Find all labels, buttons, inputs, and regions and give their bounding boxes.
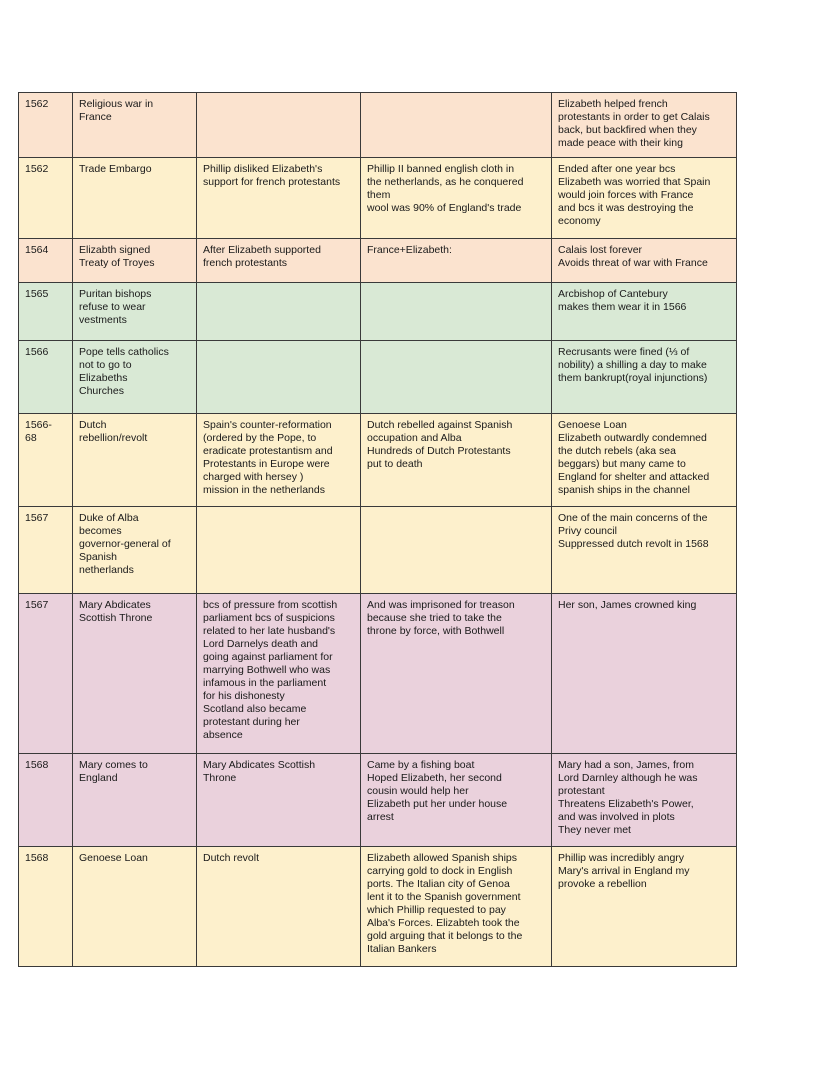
table-row [19,847,737,967]
cause-cell [197,93,361,158]
detail-cell [361,283,552,341]
event-cell: Puritan bishops refuse to wear vestments [73,283,197,341]
consequence-cell: Elizabeth helped french protestants in order to get Calais back, but backfired when they made peace with their king [552,93,737,158]
detail-cell [361,341,552,414]
cause-cell [197,507,361,594]
event-cell: Trade Embargo [73,158,197,239]
consequence-cell: Genoese Loan Elizabeth outwardly condemned the dutch rebels (aka sea beggars) but many came to England for shelter and attacked spanish ships in the channel [552,414,737,507]
year-cell: 1567 [19,594,73,754]
table-row [19,283,737,341]
cause-cell: After Elizabeth supported french protestants [197,239,361,283]
cause-cell [197,341,361,414]
event-cell: Dutch rebellion/revolt [73,414,197,507]
cause-cell: Spain's counter-reformation (ordered by the Pope, to eradicate protestantism and Protestants in Europe were charged with hersey ) mission in the netherlands [197,414,361,507]
event-cell: Religious war in France [73,93,197,158]
consequence-cell: Ended after one year bcs Elizabeth was worried that Spain would join forces with France and bcs it was destroying the economy [552,158,737,239]
table-row [19,414,737,507]
detail-cell: France+Elizabeth: [361,239,552,283]
table-row [19,507,737,594]
table-row [19,158,737,239]
consequence-cell: One of the main concerns of the Privy council Suppressed dutch revolt in 1568 [552,507,737,594]
cause-cell: Phillip disliked Elizabeth's support for french protestants [197,158,361,239]
detail-cell: Dutch rebelled against Spanish occupation and Alba Hundreds of Dutch Protestants put to death [361,414,552,507]
cause-cell: bcs of pressure from scottish parliament bcs of suspicions related to her late husband's Lord Darnelys death and going against parliament for marrying Bothwell who was infamous in the parliament for his dishonesty Scotland also became protestant during her absence [197,594,361,754]
detail-cell: Came by a fishing boat Hoped Elizabeth, her second cousin would help her Elizabeth put her under house arrest [361,754,552,847]
year-cell: 1562 [19,158,73,239]
timeline-table [18,92,737,967]
detail-cell: And was imprisoned for treason because she tried to take the throne by force, with Bothwell [361,594,552,754]
event-cell: Mary comes to England [73,754,197,847]
event-cell: Pope tells catholics not to go to Elizabeths Churches [73,341,197,414]
consequence-cell: Phillip was incredibly angry Mary's arrival in England my provoke a rebellion [552,847,737,967]
cause-cell: Mary Abdicates Scottish Throne [197,754,361,847]
consequence-cell: Arcbishop of Cantebury makes them wear it in 1566 [552,283,737,341]
consequence-cell: Calais lost forever Avoids threat of war with France [552,239,737,283]
table-row [19,341,737,414]
year-cell: 1567 [19,507,73,594]
detail-cell [361,93,552,158]
year-cell: 1562 [19,93,73,158]
cause-cell [197,283,361,341]
consequence-cell: Her son, James crowned king [552,594,737,754]
detail-cell [361,507,552,594]
cause-cell: Dutch revolt [197,847,361,967]
event-cell: Elizabth signed Treaty of Troyes [73,239,197,283]
table-row [19,594,737,754]
consequence-cell: Mary had a son, James, from Lord Darnley although he was protestant Threatens Elizabeth's Power, and was involved in plots They never met [552,754,737,847]
year-cell: 1568 [19,847,73,967]
table-row [19,754,737,847]
consequence-cell: Recrusants were fined (⅓ of nobility) a shilling a day to make them bankrupt(royal injunctions) [552,341,737,414]
year-cell: 1565 [19,283,73,341]
detail-cell: Phillip II banned english cloth in the netherlands, as he conquered them wool was 90% of England's trade [361,158,552,239]
table-row [19,239,737,283]
detail-cell: Elizabeth allowed Spanish ships carrying gold to dock in English ports. The Italian city of Genoa lent it to the Spanish government which Phillip requested to pay Alba's Forces. Elizabteh took the gold arguing that it belongs to the Italian Bankers [361,847,552,967]
event-cell: Duke of Alba becomes governor-general of Spanish netherlands [73,507,197,594]
event-cell: Genoese Loan [73,847,197,967]
year-cell: 1568 [19,754,73,847]
year-cell: 1566 [19,341,73,414]
event-cell: Mary Abdicates Scottish Throne [73,594,197,754]
year-cell: 1564 [19,239,73,283]
year-cell: 1566- 68 [19,414,73,507]
table-row [19,93,737,158]
